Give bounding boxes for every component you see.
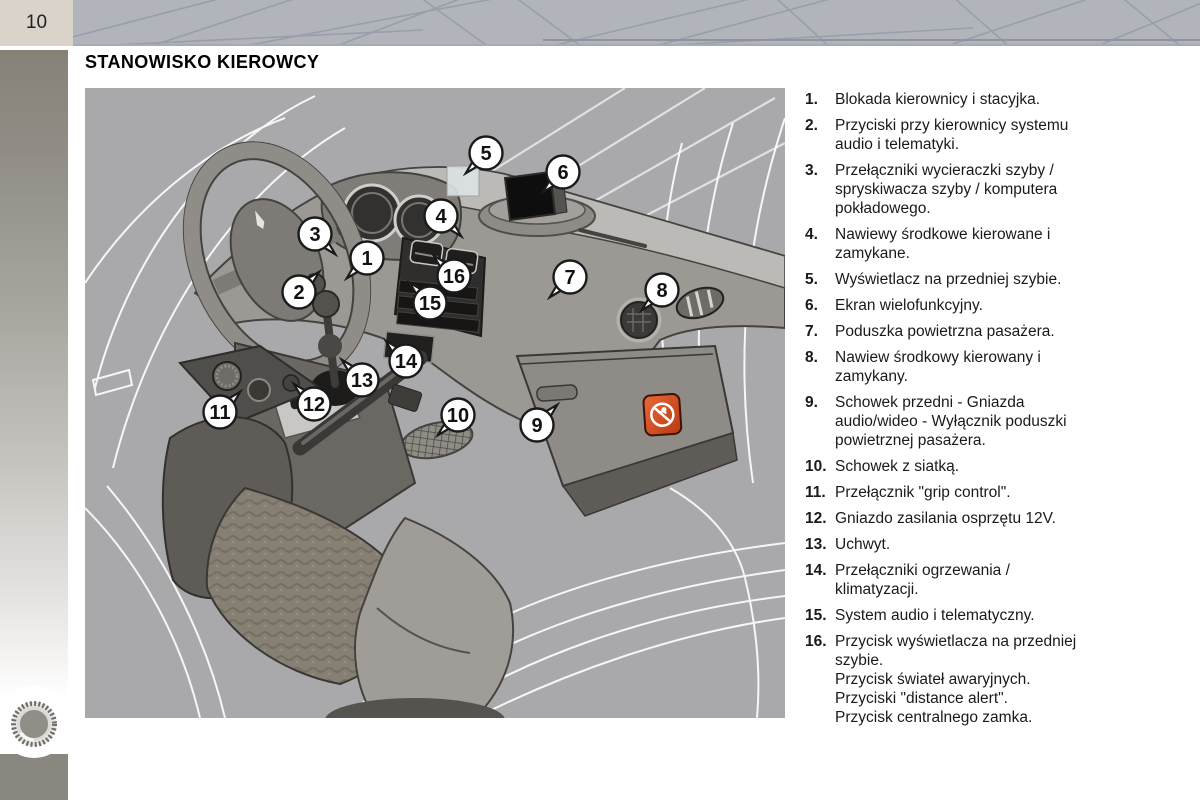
legend-item-text: Przycisk wyświetlacza na przedniej szybie. Przycisk świateł awaryjnych. Przyciski "distance alert". Przycisk centralnego zamka. bbox=[835, 633, 1077, 726]
page-number: 10 bbox=[25, 12, 48, 33]
legend-item-15 bbox=[805, 606, 1105, 625]
legend-item-text: Przełącznik "grip control". bbox=[835, 484, 1011, 501]
svg-text:8: 8 bbox=[656, 280, 668, 302]
legend-item-8 bbox=[805, 348, 1105, 386]
svg-text:15: 15 bbox=[418, 293, 442, 315]
rotary-knob-icon bbox=[9, 699, 59, 754]
legend-item-5 bbox=[805, 270, 1105, 289]
svg-text:14: 14 bbox=[394, 351, 418, 373]
banner-wireframe-art bbox=[73, 0, 1200, 46]
legend-item-text: Schowek z siatką. bbox=[835, 458, 960, 475]
legend-item-10 bbox=[805, 457, 1105, 476]
legend-item-4 bbox=[805, 225, 1105, 263]
legend-item-number: 13. bbox=[805, 536, 827, 553]
legend-item-number: 3. bbox=[805, 162, 818, 179]
legend-item-text: Nawiewy środkowe kierowane i zamykane. bbox=[835, 226, 1051, 262]
legend-item-3 bbox=[805, 161, 1105, 218]
legend-item-number: 16. bbox=[805, 633, 827, 650]
legend-item-16 bbox=[805, 632, 1105, 727]
header-banner bbox=[73, 0, 1200, 46]
svg-text:2: 2 bbox=[293, 282, 305, 304]
svg-text:4: 4 bbox=[435, 206, 447, 228]
legend-item-2 bbox=[805, 116, 1105, 154]
legend-item-number: 12. bbox=[805, 510, 827, 527]
legend-item-number: 8. bbox=[805, 349, 818, 366]
svg-text:16: 16 bbox=[442, 266, 466, 288]
legend-item-number: 1. bbox=[805, 91, 818, 108]
legend-item-text: Poduszka powietrzna pasażera. bbox=[835, 323, 1055, 340]
legend-item-9 bbox=[805, 393, 1105, 450]
legend-item-text: Ekran wielofunkcyjny. bbox=[835, 297, 983, 314]
legend-item-1 bbox=[805, 90, 1105, 109]
legend-item-number: 4. bbox=[805, 226, 818, 243]
legend-item-number: 5. bbox=[805, 271, 818, 288]
legend-item-number: 9. bbox=[805, 394, 818, 411]
legend-item-6 bbox=[805, 296, 1105, 315]
legend-item-13 bbox=[805, 535, 1105, 554]
legend-item-text: Schowek przedni - Gniazda audio/wideo - Wyłącznik poduszki powietrznej pasażera. bbox=[835, 394, 1067, 449]
legend-item-number: 15. bbox=[805, 607, 827, 624]
svg-text:13: 13 bbox=[350, 370, 374, 392]
legend-item-text: Przyciski przy kierownicy systemu audio i telematyki. bbox=[835, 117, 1069, 153]
svg-text:11: 11 bbox=[209, 402, 231, 424]
legend-item-text: Uchwyt. bbox=[835, 536, 891, 553]
svg-text:5: 5 bbox=[480, 143, 492, 165]
legend-item-number: 14. bbox=[805, 562, 827, 579]
svg-text:3: 3 bbox=[309, 224, 321, 246]
legend-item-number: 2. bbox=[805, 117, 818, 134]
legend-item-text: Nawiew środkowy kierowany i zamykany. bbox=[835, 349, 1041, 385]
svg-text:9: 9 bbox=[531, 415, 543, 437]
legend-item-11 bbox=[805, 483, 1105, 502]
legend-item-text: Gniazdo zasilania osprzętu 12V. bbox=[835, 510, 1056, 527]
gear-knob bbox=[313, 291, 339, 317]
legend-item-number: 11. bbox=[805, 484, 826, 501]
legend-item-14 bbox=[805, 561, 1105, 599]
legend-item-number: 7. bbox=[805, 323, 818, 340]
power-socket-12v bbox=[248, 379, 270, 401]
legend-item-number: 6. bbox=[805, 297, 818, 314]
car-interior-illustration bbox=[85, 88, 785, 718]
svg-text:7: 7 bbox=[564, 267, 576, 289]
legend-item-12 bbox=[805, 509, 1105, 528]
svg-text:10: 10 bbox=[446, 405, 470, 427]
legend-item-text: Przełączniki wycieraczki szyby / spryskiwacza szyby / komputera pokładowego. bbox=[835, 162, 1058, 217]
legend-item-text: Blokada kierownicy i stacyjka. bbox=[835, 91, 1041, 108]
page-number-box bbox=[0, 0, 73, 46]
legend-item-7 bbox=[805, 322, 1105, 341]
page-title: STANOWISKO KIEROWCY bbox=[85, 52, 320, 72]
legend-item-text: System audio i telematyczny. bbox=[835, 607, 1035, 624]
svg-text:12: 12 bbox=[302, 394, 326, 416]
legend-item-number: 10. bbox=[805, 458, 827, 475]
svg-text:6: 6 bbox=[557, 162, 569, 184]
legend-item-text: Przełączniki ogrzewania / klimatyzacji. bbox=[835, 562, 1010, 598]
sidebar-bottom-block bbox=[0, 754, 68, 800]
airbag-off-icon bbox=[643, 393, 682, 435]
legend-list bbox=[805, 90, 1105, 734]
legend-item-text: Wyświetlacz na przedniej szybie. bbox=[835, 271, 1062, 288]
chapter-sidebar bbox=[0, 50, 68, 756]
svg-text:1: 1 bbox=[361, 248, 373, 270]
